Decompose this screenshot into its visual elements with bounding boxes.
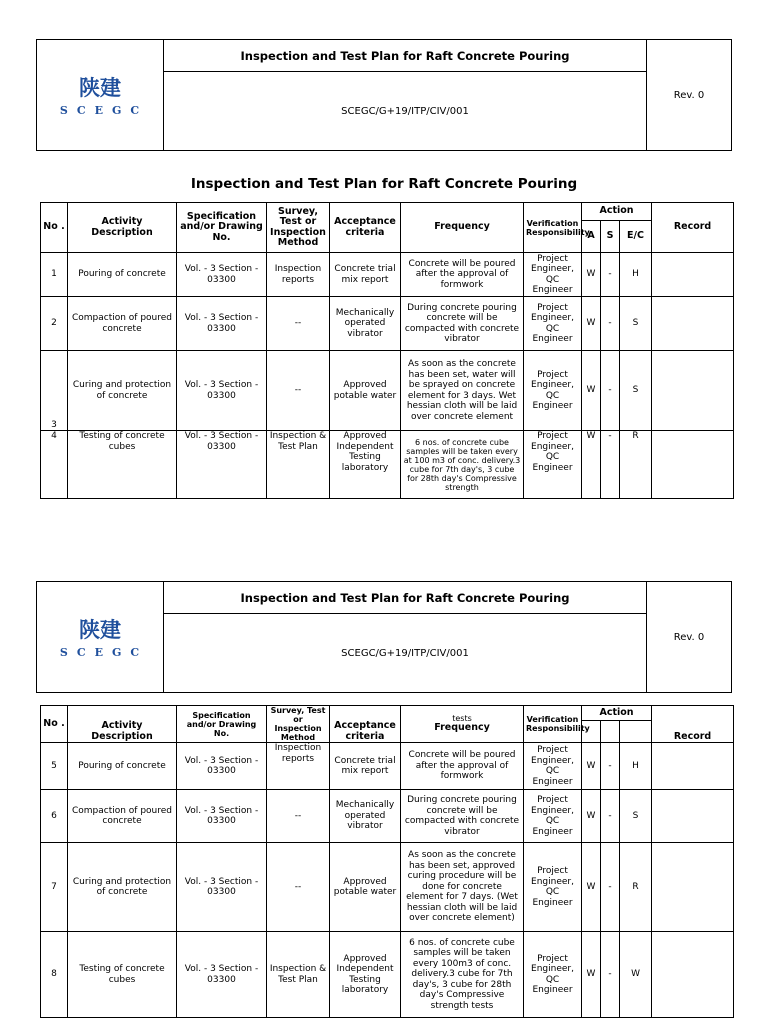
method-cell: Inspection reports [267, 743, 330, 790]
activity-cell: Testing of concrete cubes [68, 431, 177, 499]
method-cell: Inspection & Test Plan [267, 431, 330, 499]
row-number: 6 [41, 790, 68, 843]
record-cell [652, 843, 734, 932]
criteria-cell: Approved potable water [330, 351, 401, 431]
col-header-action: Action [582, 203, 652, 221]
company-logo [37, 40, 164, 151]
row-number: 7 [41, 843, 68, 932]
action-a-cell: W [582, 743, 601, 790]
col-header-criteria: Acceptance criteria [330, 706, 401, 743]
logo-english-text: SCEGC [59, 104, 149, 117]
action-ec-cell: W [620, 932, 652, 1018]
method-cell: -- [267, 297, 330, 351]
col-header-verification: Verification Responsibility [524, 203, 582, 253]
verification-cell: Project Engineer, QC Engineer [524, 790, 582, 843]
row-number: 5 [41, 743, 68, 790]
action-a-cell: W [582, 843, 601, 932]
activity-cell: Pouring of concrete [68, 743, 177, 790]
col-header-verification: Verification Responsibility [524, 706, 582, 743]
spec-cell: Vol. - 3 Section - 03300 [177, 431, 267, 499]
action-s-cell: - [601, 351, 620, 431]
record-cell [652, 743, 734, 790]
action-a-cell: W [582, 431, 601, 499]
table-row [41, 932, 734, 1018]
frequency-cell: 6 nos. of concrete cube samples will be taken every at 100 m3 of conc. delivery.3 cube for 7th day's, 3 cube for 28th day's Compressive strength [401, 431, 524, 499]
verification-cell: Project Engineer, QC Engineer [524, 843, 582, 932]
criteria-cell: Approved potable water [330, 843, 401, 932]
action-s-cell: - [601, 431, 620, 499]
table-row [41, 253, 734, 297]
verification-cell: Project Engineer, QC Engineer [524, 431, 582, 499]
frequency-label: Frequency [434, 722, 490, 734]
record-cell [652, 790, 734, 843]
row-number: 4 [41, 431, 68, 499]
document-header [36, 39, 732, 151]
record-cell [652, 253, 734, 297]
method-cell: Inspection & Test Plan [267, 932, 330, 1018]
method-cell: -- [267, 790, 330, 843]
col-header-no: No . [41, 203, 68, 253]
action-ec-cell: R [620, 431, 652, 499]
spec-cell: Vol. - 3 Section - 03300 [177, 351, 267, 431]
overflow-tests-text: tests [452, 714, 472, 724]
header-title: Inspection and Test Plan for Raft Concrete Pouring [164, 582, 647, 614]
verification-cell: Project Engineer, QC Engineer [524, 743, 582, 790]
table-row [41, 351, 734, 431]
col-header-ec: E/C [620, 221, 652, 253]
action-a-cell: W [582, 790, 601, 843]
frequency-cell: During concrete pouring concrete will be compacted with concrete vibrator [401, 297, 524, 351]
record-cell [652, 351, 734, 431]
col-header-s-empty [601, 721, 620, 743]
spec-cell: Vol. - 3 Section - 03300 [177, 743, 267, 790]
col-header-activity: Activity Description [68, 706, 177, 743]
action-ec-cell: S [620, 351, 652, 431]
activity-cell: Curing and protection of concrete [68, 351, 177, 431]
action-ec-cell: R [620, 843, 652, 932]
table-row [41, 297, 734, 351]
col-header-action: Action [582, 706, 652, 721]
frequency-cell: As soon as the concrete has been set, approved curing procedure will be done for concrete element for 7 days. (Wet hessian cloth will be laid over concrete element) [401, 843, 524, 932]
activity-cell: Compaction of poured concrete [68, 297, 177, 351]
action-s-cell: - [601, 297, 620, 351]
criteria-cell: Approved Independent Testing laboratory [330, 431, 401, 499]
revision-label: Rev. 0 [647, 582, 732, 693]
action-a-cell: W [582, 297, 601, 351]
method-cell: -- [267, 843, 330, 932]
activity-cell: Pouring of concrete [68, 253, 177, 297]
spec-cell: Vol. - 3 Section - 03300 [177, 253, 267, 297]
record-cell [652, 297, 734, 351]
frequency-cell: Concrete will be poured after the approval of formwork [401, 743, 524, 790]
record-cell [652, 431, 734, 499]
row-number: 3 [41, 351, 68, 431]
action-ec-cell: S [620, 790, 652, 843]
col-header-method: Survey, Test or Inspection Method [267, 706, 330, 743]
logo-chinese-text: 陕建 [78, 75, 121, 100]
col-header-record: Record [652, 203, 734, 253]
header-title: Inspection and Test Plan for Raft Concrete Pouring [164, 40, 647, 72]
verification-cell: Project Engineer, QC Engineer [524, 253, 582, 297]
spec-cell: Vol. - 3 Section - 03300 [177, 790, 267, 843]
activity-cell: Curing and protection of concrete [68, 843, 177, 932]
itp-table-page1 [40, 202, 734, 499]
page-title: Inspection and Test Plan for Raft Concrete Pouring [190, 176, 578, 192]
verification-cell: Project Engineer, QC Engineer [524, 932, 582, 1018]
action-ec-cell: S [620, 297, 652, 351]
col-header-frequency: Frequency [401, 203, 524, 253]
revision-label: Rev. 0 [647, 40, 732, 151]
itp-table-page2 [40, 705, 734, 1018]
logo-english-text: SCEGC [59, 646, 149, 659]
method-cell: Inspection reports [267, 253, 330, 297]
col-header-spec: Specification and/or Drawing No. [177, 203, 267, 253]
col-header-ec-empty [620, 721, 652, 743]
frequency-cell: As soon as the concrete has been set, water will be sprayed on concrete element for 3 days. Wet hessian cloth will be laid over concrete element [401, 351, 524, 431]
action-s-cell: - [601, 932, 620, 1018]
action-s-cell: - [601, 253, 620, 297]
criteria-cell: Mechanically operated vibrator [330, 297, 401, 351]
row-number: 8 [41, 932, 68, 1018]
verification-cell: Project Engineer, QC Engineer [524, 351, 582, 431]
action-s-cell: - [601, 790, 620, 843]
row-number: 1 [41, 253, 68, 297]
action-s-cell: - [601, 743, 620, 790]
col-header-activity: Activity Description [68, 203, 177, 253]
frequency-cell: During concrete pouring concrete will be compacted with concrete vibrator [401, 790, 524, 843]
col-header-s: S [601, 221, 620, 253]
spec-cell: Vol. - 3 Section - 03300 [177, 843, 267, 932]
company-logo [37, 582, 164, 693]
col-header-method: Survey, Test or Inspection Method [267, 203, 330, 253]
logo-chinese-text: 陕建 [78, 617, 121, 642]
activity-cell: Testing of concrete cubes [68, 932, 177, 1018]
activity-cell: Compaction of poured concrete [68, 790, 177, 843]
action-a-cell: W [582, 351, 601, 431]
col-header-spec: Specification and/or Drawing No. [177, 706, 267, 743]
record-cell [652, 932, 734, 1018]
table-header-row [41, 203, 734, 221]
criteria-cell: Approved Independent Testing laboratory [330, 932, 401, 1018]
col-header-no: No . [41, 706, 68, 743]
table-row [41, 431, 734, 499]
row-number: 2 [41, 297, 68, 351]
method-cell: -- [267, 351, 330, 431]
action-ec-cell: H [620, 743, 652, 790]
verification-cell: Project Engineer, QC Engineer [524, 297, 582, 351]
table-row [41, 743, 734, 790]
document-number: SCEGC/G+19/ITP/CIV/001 [164, 72, 647, 151]
action-a-cell: W [582, 932, 601, 1018]
document-number: SCEGC/G+19/ITP/CIV/001 [164, 614, 647, 693]
table-header-row [41, 706, 734, 721]
col-header-a: A [582, 221, 601, 253]
action-ec-cell: H [620, 253, 652, 297]
document-header-page2 [36, 581, 732, 693]
criteria-cell: Concrete trial mix report [330, 743, 401, 790]
col-header-frequency [401, 706, 524, 743]
action-a-cell: W [582, 253, 601, 297]
table-row [41, 843, 734, 932]
col-header-criteria: Acceptance criteria [330, 203, 401, 253]
col-header-record: Record [652, 706, 734, 743]
spec-cell: Vol. - 3 Section - 03300 [177, 297, 267, 351]
criteria-cell: Mechanically operated vibrator [330, 790, 401, 843]
table-row [41, 790, 734, 843]
action-s-cell: - [601, 843, 620, 932]
spec-cell: Vol. - 3 Section - 03300 [177, 932, 267, 1018]
frequency-cell: 6 nos. of concrete cube samples will be taken every 100m3 of conc. delivery.3 cube for 7th day's, 3 cube for 28th day's Compressive strength tests [401, 932, 524, 1018]
criteria-cell: Concrete trial mix report [330, 253, 401, 297]
frequency-cell: Concrete will be poured after the approval of formwork [401, 253, 524, 297]
